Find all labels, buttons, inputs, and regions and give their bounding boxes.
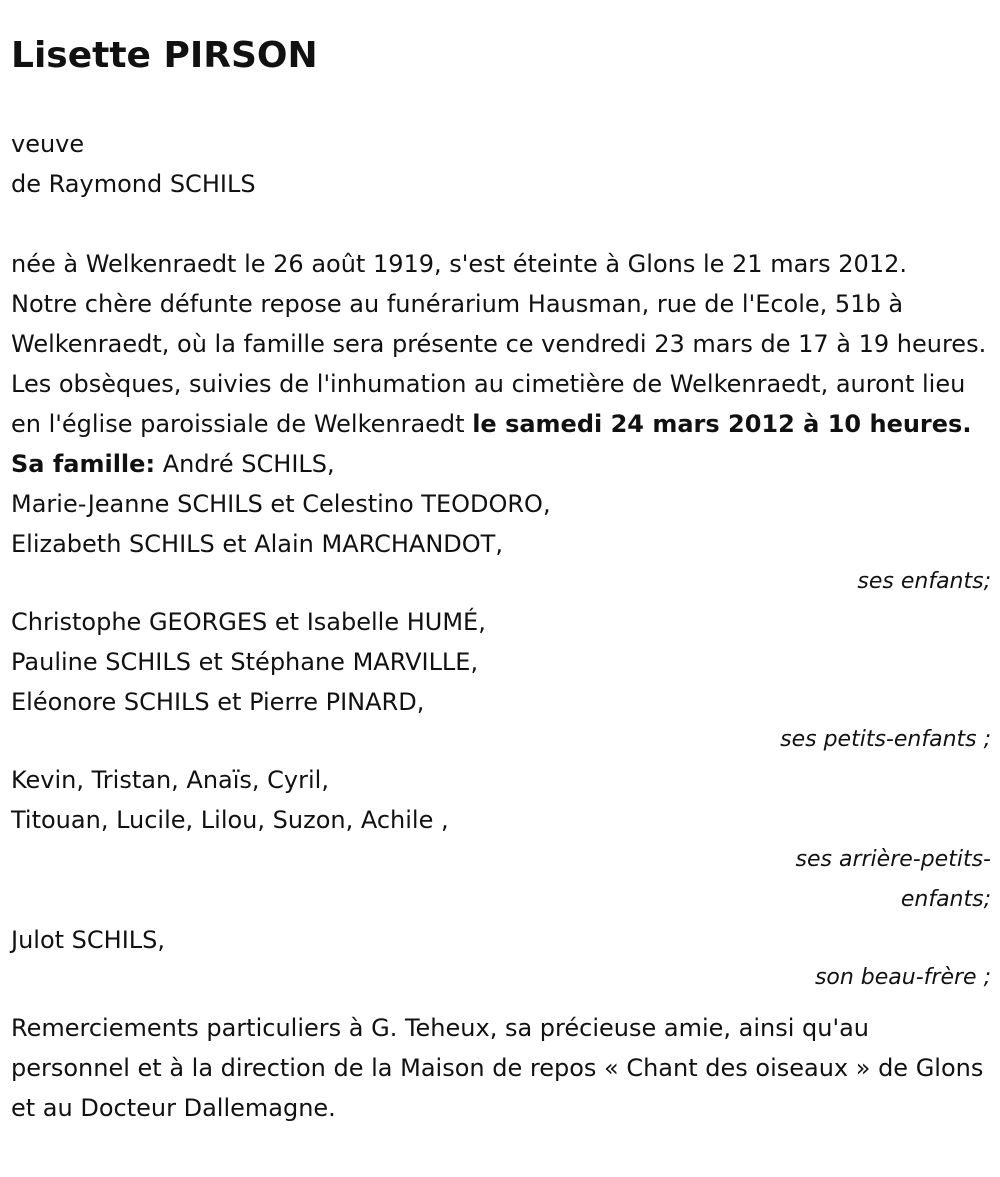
- grandchild-name: Pauline SCHILS et Stéphane MARVILLE,: [11, 648, 479, 676]
- brother-in-law-relation: son beau-frère ;: [814, 965, 991, 990]
- grandchild-name: Christophe GEORGES et Isabelle HUMÉ,: [11, 608, 486, 636]
- spouse-name: de Raymond SCHILS: [11, 170, 256, 198]
- child-name: Elizabeth SCHILS et Alain MARCHANDOT,: [11, 530, 503, 558]
- deceased-name: Lisette PIRSON: [11, 35, 318, 76]
- child-name: Marie-Jeanne SCHILS et Celestino TEODORO,: [11, 490, 551, 518]
- child-name: André SCHILS,: [162, 450, 335, 478]
- family-line: [11, 444, 991, 484]
- great-grandchildren-relation: ses arrière-petits-enfants;: [795, 847, 991, 912]
- obituary-body: [11, 244, 991, 1128]
- great-grandchildren-line: Titouan, Lucile, Lilou, Suzon, Achile ,: [11, 806, 449, 834]
- funerarium-paragraph: Notre chère défunte repose au funérarium Hausman, rue de l'Ecole, 51b à Welkenraedt, où la famille sera présente ce vendredi 23 mars de 17 à 19 heures.: [11, 290, 987, 358]
- birth-death-line: née à Welkenraedt le 26 août 1919, s'est éteinte à Glons le 21 mars 2012.: [11, 250, 907, 278]
- widow-label: veuve: [11, 130, 85, 158]
- grandchild-name: Eléonore SCHILS et Pierre PINARD,: [11, 688, 425, 716]
- great-grandchildren-relation-wrap: [761, 840, 991, 920]
- family-label: Sa famille:: [11, 450, 156, 478]
- thanks-paragraph: Remerciements particuliers à G. Teheux, sa précieuse amie, ainsi qu'au personnel et à la direction de la Maison de repos « Chant des oiseaux » de Glons et au Docteur Dallemagne.: [11, 1014, 984, 1122]
- funeral-date: le samedi 24 mars 2012 à 10 heures.: [472, 410, 972, 438]
- funeral-paragraph: [11, 364, 991, 444]
- widow-of-block: [11, 124, 991, 204]
- brother-in-law-name: Julot SCHILS,: [11, 926, 166, 954]
- grandchildren-relation: ses petits-enfants ;: [780, 727, 991, 752]
- great-grandchildren-line: Kevin, Tristan, Anaïs, Cyril,: [11, 766, 329, 794]
- funeral-text: Les obsèques, suivies de l'inhumation au cimetière de Welkenraedt, auront lieu en l'église paroissiale de Welkenraedt: [11, 370, 966, 438]
- children-relation: ses enfants;: [857, 569, 991, 594]
